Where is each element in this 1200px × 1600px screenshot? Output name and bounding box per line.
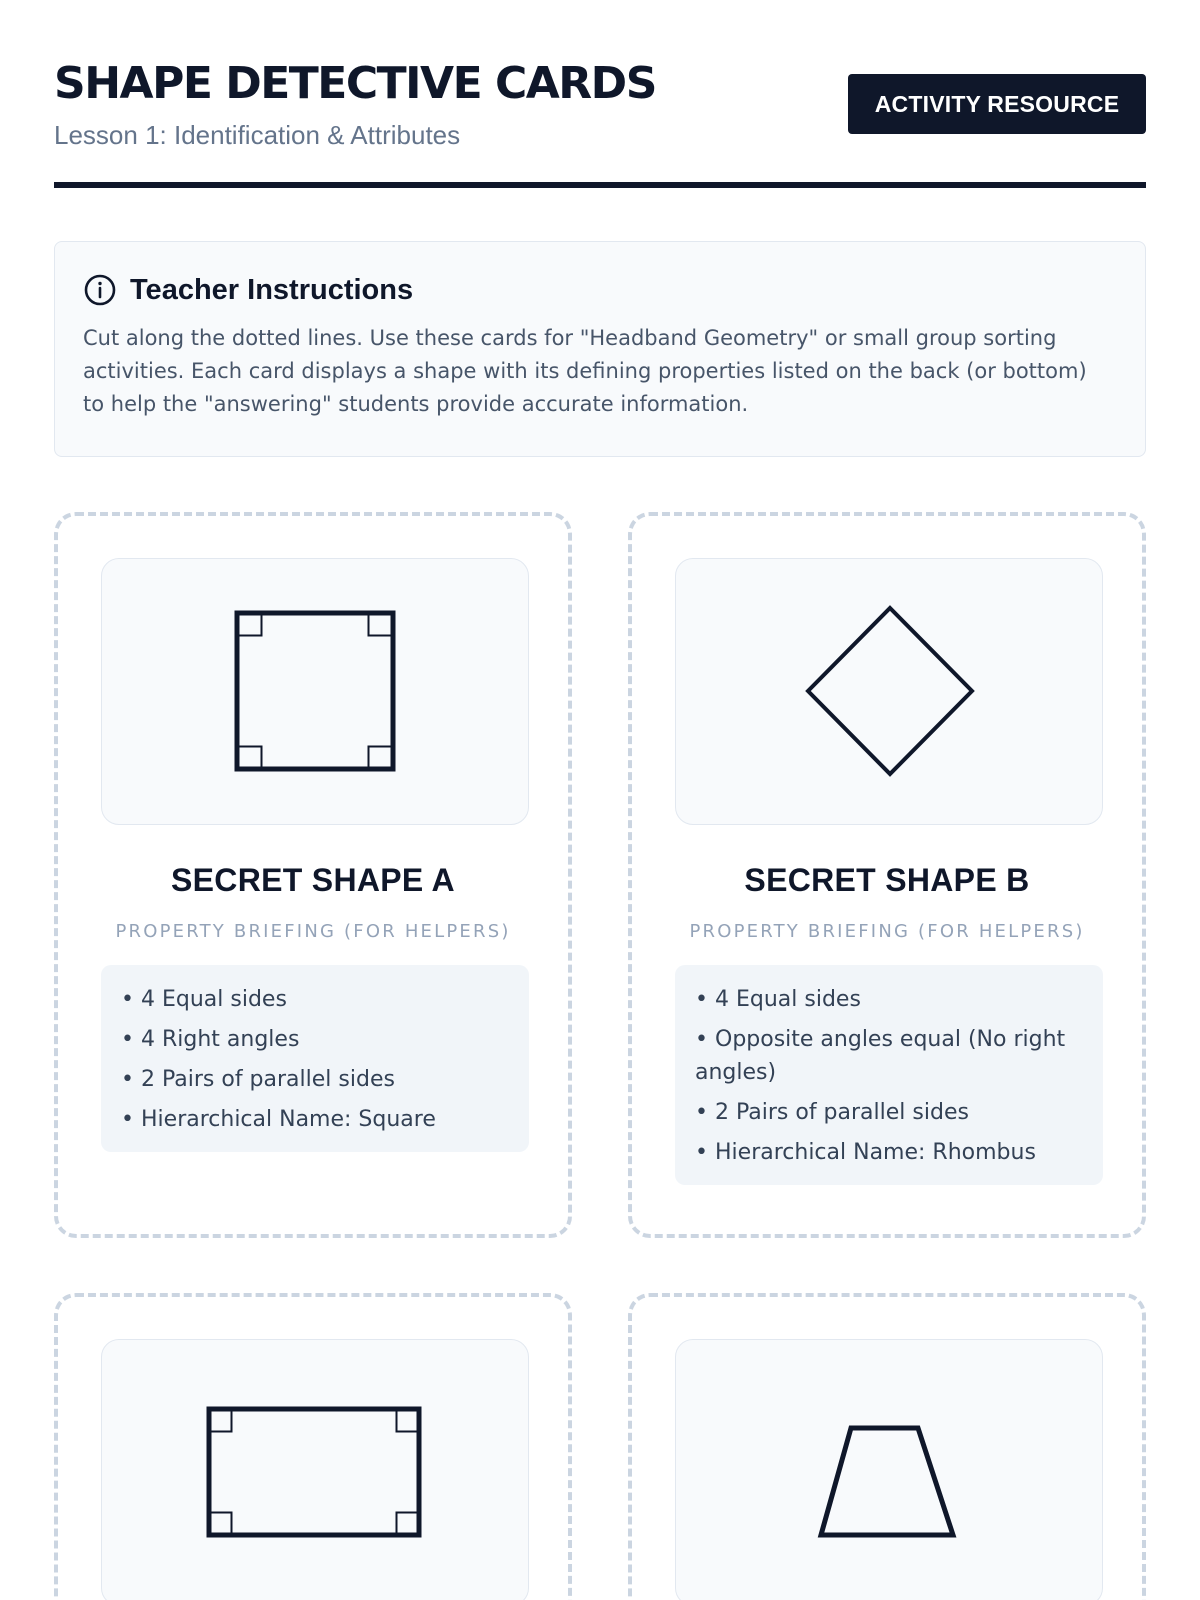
trapezoid-shape-icon (676, 1340, 1104, 1600)
instructions-text: Cut along the dotted lines. Use these cards for "Headband Geometry" or small group sorting activities. Each card displays a shape with its defining properties listed on the back (or bottom) to help the "answering" students provide accurate information. (83, 326, 1087, 416)
card-title: SECRET SHAPE B (744, 862, 1030, 898)
shape-card-a[interactable] (54, 512, 572, 1238)
shape-illustration-panel (675, 1339, 1103, 1600)
property-item: • 4 Equal sides (695, 983, 1083, 1016)
shape-illustration-panel (101, 1339, 529, 1600)
page-header (54, 0, 1146, 188)
square-shape-icon (102, 559, 530, 826)
instructions-title: Teacher Instructions (130, 274, 414, 306)
rhombus-shape-icon (676, 559, 1104, 826)
card-subtitle: PROPERTY BRIEFING (FOR HELPERS) (115, 921, 511, 942)
shape-illustration-panel (675, 558, 1103, 825)
property-item: • Hierarchical Name: Square (121, 1103, 509, 1136)
property-item: • Hierarchical Name: Rhombus (695, 1136, 1083, 1169)
shape-card-b[interactable] (628, 512, 1146, 1238)
property-item: • 4 Equal sides (121, 983, 509, 1016)
card-subtitle: PROPERTY BRIEFING (FOR HELPERS) (689, 921, 1085, 942)
page-title: SHAPE DETECTIVE CARDS (54, 58, 656, 109)
teacher-instructions-box (54, 241, 1146, 457)
card-title: SECRET SHAPE A (171, 862, 455, 898)
shape-card-c[interactable] (54, 1293, 572, 1600)
property-item: • 4 Right angles (121, 1023, 509, 1056)
shape-illustration-panel (101, 558, 529, 825)
page-subtitle: Lesson 1: Identification & Attributes (54, 120, 461, 150)
property-list (675, 965, 1103, 1185)
instructions-heading (83, 270, 1117, 310)
shape-card-d[interactable] (628, 1293, 1146, 1600)
property-item: • Opposite angles equal (No right angles) (695, 1023, 1083, 1089)
info-icon (83, 273, 117, 307)
activity-resource-badge: ACTIVITY RESOURCE (848, 74, 1146, 134)
property-item: • 2 Pairs of parallel sides (695, 1096, 1083, 1129)
property-list (101, 965, 529, 1152)
property-item: • 2 Pairs of parallel sides (121, 1063, 509, 1096)
rectangle-shape-icon (102, 1340, 530, 1600)
